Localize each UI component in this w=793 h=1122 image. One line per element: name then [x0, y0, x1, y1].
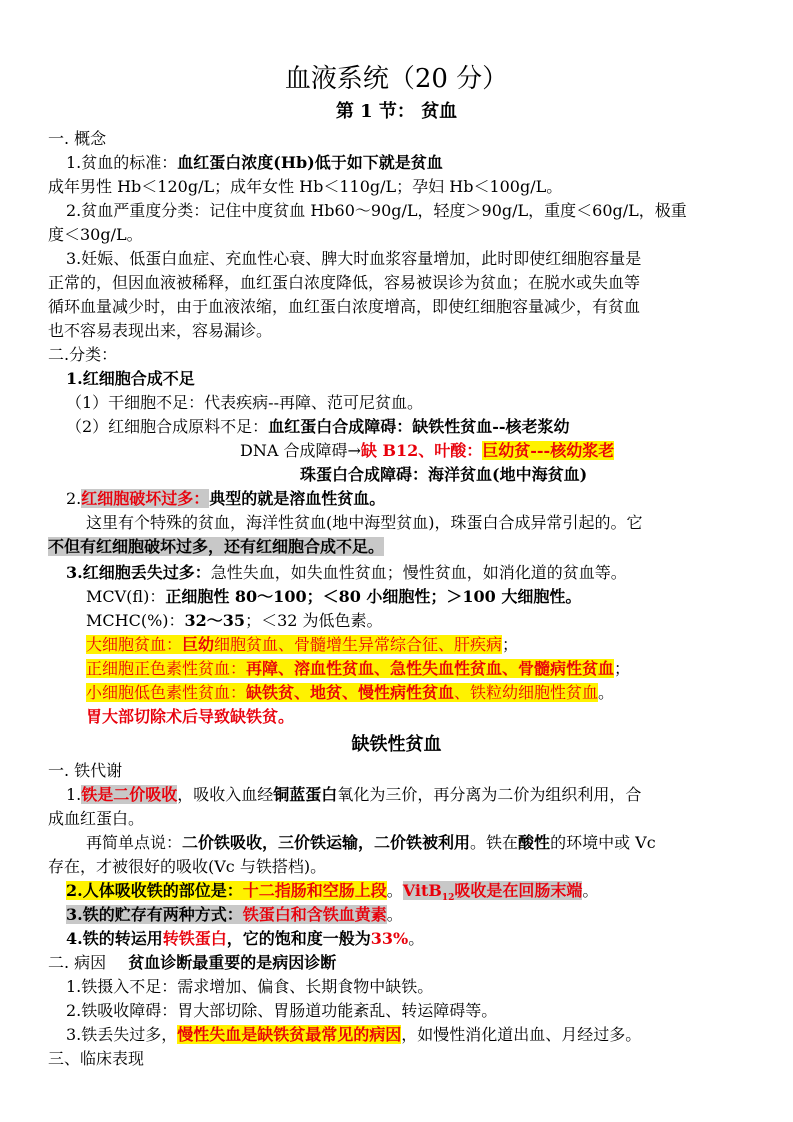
concept-line-1: 1.贫血的标准：血红蛋白浓度(Hb)低于如下就是贫血: [66, 153, 443, 172]
concept-line-4: 度＜30g/L。: [48, 225, 143, 244]
globin-line: 珠蛋白合成障碍：海洋贫血(地中海贫血): [300, 465, 588, 484]
section-title: 第 1 节： 贫血: [335, 101, 458, 122]
thalassemia-note-2: 不但有红细胞破坏过多，还有红细胞合成不足。: [48, 537, 385, 556]
iron-metab-simple-cont: 存在，才被很好的吸收(Vc 与铁搭档)。: [48, 857, 327, 876]
iron-deficiency-title: 缺铁性贫血: [351, 734, 442, 755]
iron-metab-1: 1.铁是二价吸收，吸收入血经铜蓝蛋白氧化为三价，再分离为二价为组织利用，合: [66, 785, 642, 804]
iron-metab-4: 4.铁的转运用转铁蛋白，它的饱和度一般为33%。: [66, 929, 425, 948]
concept-line-5: 3.妊娠、低蛋白血症、充血性心衰、脾大时血浆容量增加，此时即使红细胞容量是: [66, 249, 642, 268]
macrocytic-line: 大细胞贫血：巨幼细胞贫血、骨髓增生异常综合征、肝疾病；: [86, 635, 519, 654]
classify-item-1: 1.红细胞合成不足: [66, 369, 195, 388]
cause-1: 1.铁摄入不足：需求增加、偏食、长期食物中缺铁。: [66, 977, 434, 996]
classify-item-2: 2.红细胞破坏过多：典型的就是溶血性贫血。: [66, 489, 386, 508]
gastrectomy-line: 胃大部切除术后导致缺铁贫。: [86, 707, 295, 726]
cause-2: 2.铁吸收障碍：胃大部切除、胃肠道功能紊乱、转运障碍等。: [66, 1001, 498, 1020]
concept-line-2: 成年男性 Hb＜120g/L；成年女性 Hb＜110g/L；孕妇 Hb＜100g/L。: [48, 177, 563, 196]
mchc-line: MCHC(%)：32～35；＜32 为低色素。: [86, 611, 383, 630]
concept-line-7: 循环血量减少时，由于血液浓缩，血红蛋白浓度增高，即使红细胞容量减少，有贫血: [48, 297, 641, 316]
concept-line-3: 2.贫血严重度分类：记住中度贫血 Hb60～90g/L，轻度＞90g/L，重度＜60g/L，极重: [66, 201, 687, 220]
concept-heading: 一. 概念: [48, 129, 107, 148]
classify-item-1b: （2）红细胞合成原料不足：血红蛋白合成障碍：缺铁性贫血--核老浆幼: [66, 417, 570, 436]
iron-heading-2: 二. 病因 贫血诊断最重要的是病因诊断: [48, 953, 337, 972]
mcv-line: MCV(fl)：正细胞性 80～100；＜80 小细胞性；＞100 大细胞性。: [86, 587, 582, 606]
iron-heading-1: 一. 铁代谢: [48, 761, 123, 780]
concept-line-6: 正常的，但因血液被稀释，血红蛋白浓度降低，容易被误诊为贫血；在脱水或失血等: [48, 273, 641, 292]
classify-heading: 二.分类：: [48, 345, 118, 364]
normocytic-line: 正细胞正色素性贫血：再障、溶血性贫血、急性失血性贫血、骨髓病性贫血；: [86, 659, 631, 678]
concept-line-8: 也不容易表现出来，容易漏诊。: [48, 321, 273, 340]
classify-item-3: 3.红细胞丢失过多：急性失血，如失血性贫血；慢性贫血，如消化道的贫血等。: [66, 563, 627, 582]
cause-3: 3.铁丢失过多，慢性失血是缺铁贫最常见的病因，如慢性消化道出血、月经过多。: [66, 1025, 642, 1044]
dna-synthesis-line: DNA 合成障碍→缺 B12、叶酸：巨幼贫---核幼浆老: [240, 441, 615, 460]
iron-metab-1-cont: 成血红蛋白。: [48, 809, 145, 828]
thalassemia-note: 这里有个特殊的贫血，海洋性贫血(地中海型贫血)，珠蛋白合成异常引起的。它: [86, 513, 643, 532]
iron-metab-simple: 再简单点说：二价铁吸收，三价铁运输，二价铁被利用。铁在酸性的环境中或 Vc: [86, 833, 656, 852]
iron-heading-3: 三、临床表现: [48, 1049, 145, 1068]
page-title: 血液系统（20 分）: [284, 64, 509, 94]
classify-item-1a: （1）干细胞不足：代表疾病--再障、范可尼贫血。: [66, 393, 423, 412]
microcytic-line: 小细胞低色素性贫血：缺铁贫、地贫、慢性病性贫血、铁粒幼细胞性贫血。: [86, 683, 615, 702]
iron-metab-3: 3.铁的贮存有两种方式：铁蛋白和含铁血黄素。: [66, 905, 403, 924]
iron-metab-2: 2.人体吸收铁的部位是：十二指肠和空肠上段。VitB$_{12}$吸收是在回肠末端。: [66, 881, 599, 904]
